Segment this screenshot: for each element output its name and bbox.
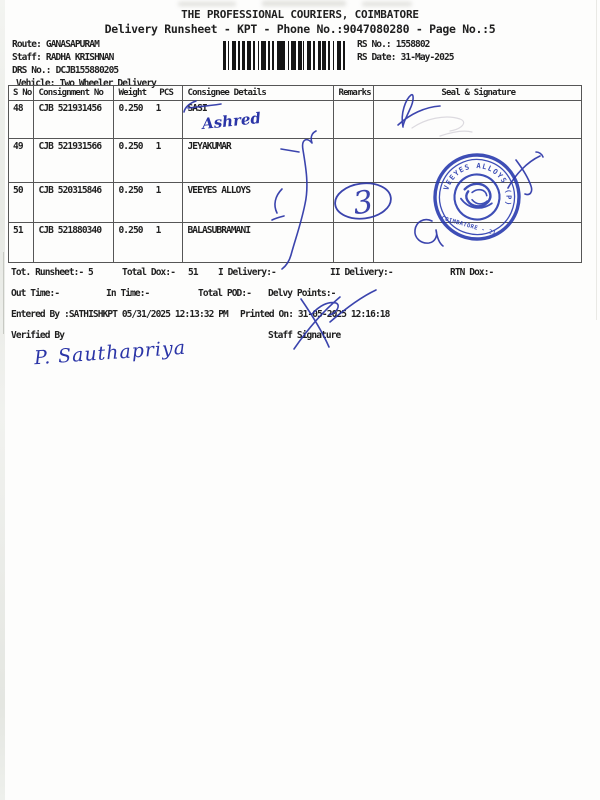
total-pod-label: Total POD:- [198,288,252,299]
cell-s-no: 51 [9,223,34,263]
cell-consignment: CJB 521931456 [34,101,114,139]
ii-delivery-label: II Delivery:- [330,267,393,278]
cell-weight: 0.250 [118,225,143,236]
table-row [9,101,582,139]
document-subtitle: Delivery Runsheet - KPT - Phone No.:9047080280 - Page No.:5 [104,22,496,36]
handwritten-note-row48: Ashred [201,108,262,134]
col-header-consignment: Consignment No [34,86,114,101]
staff-signature-label: Staff Signature [268,330,341,341]
handwritten-delivered-count: 3 [350,183,376,223]
printed-on-line: Printed On: 31-05-2025 12:16:18 [240,309,390,320]
drs-value: DCJB155880205 [55,65,119,76]
total-dox-label: Total Dox:- [122,267,176,278]
i-delivery-label: I Delivery:- [218,267,276,278]
cell-consignee: SASI [183,101,334,139]
cell-consignee: BALASUBRAMANI [183,223,334,263]
rs-no-line [357,39,430,50]
col-header-pcs: PCS [159,88,174,98]
cell-weight: 0.250 [118,103,143,114]
rs-date-value: 31-May-2025 [400,52,454,63]
table-header-row [9,86,582,101]
col-header-s-no: S No [9,86,34,101]
col-header-weight-pcs [114,86,183,101]
cell-s-no: 48 [9,101,34,139]
out-time-label: Out Time:- [11,288,60,299]
stamp-bottom-text: COIMBATORE - 21 [440,215,497,237]
staff-line [12,52,113,63]
cell-consignment: CJB 521880340 [34,223,114,263]
tot-runsheet-value: 5 [88,267,93,278]
scan-edge-shadow-left [0,0,5,800]
scan-edge-line-right [596,0,597,320]
cell-consignment: CJB 520315846 [34,183,114,223]
route-line [12,39,99,50]
cell-weight-pcs [114,223,183,263]
total-dox-value: 51 [188,267,198,278]
cell-pcs: 1 [155,103,161,114]
entered-by-line: Entered By :SATHISHKPT 05/31/2025 12:13:32 PM [11,309,228,320]
stamp-arc-text: VEEYES ALLOYS (P) LTD [441,160,514,214]
cell-pcs: 1 [155,185,161,196]
cell-s-no: 50 [9,183,34,223]
rs-no-value: 1558802 [395,39,430,50]
rtn-dox-label: RTN Dox:- [450,267,494,278]
cell-pcs: 1 [155,225,161,236]
company-title: THE PROFESSIONAL COURIERS, COIMBATORE [181,8,419,21]
delvy-points-label: Delvy Points:- [268,288,336,299]
cell-remarks [334,139,373,183]
tot-runsheet-label: Tot. Runsheet:- [11,267,84,278]
cell-seal [373,101,581,139]
col-header-remarks: Remarks [334,86,373,101]
cell-pcs: 1 [155,141,161,152]
rs-date-line [357,52,454,63]
cell-consignee: VEEYES ALLOYS [183,183,334,223]
cell-consignment: CJB 521931566 [34,139,114,183]
runsheet-barcode-icon [223,41,348,70]
staff-value: RADHA KRISHNAN [45,52,114,63]
stamp-outer-ring [425,145,529,249]
in-time-label: In Time:- [106,288,150,299]
cell-weight-pcs [114,139,183,183]
route-value: GANASAPURAM [45,39,99,50]
drs-label: DRS No.: [12,65,51,76]
cell-remarks [334,101,373,139]
scan-bleedthrough-smudge [262,1,346,6]
cell-weight-pcs [114,183,183,223]
verified-by-signature: P. Sauthapriya [33,336,187,370]
rs-no-label: RS No.: [357,39,391,50]
cell-weight: 0.250 [118,141,143,152]
cell-weight: 0.250 [118,185,143,196]
scan-edge-line [3,252,4,334]
drs-line [12,65,118,76]
col-header-consignee: Consignee Details [183,86,334,101]
verified-by-label: Verified By [11,330,65,341]
staff-label: Staff: [12,52,41,63]
cell-weight-pcs [114,101,183,139]
cell-remarks [334,183,373,223]
vehicle-value: Two Wheeler Delivery [59,78,156,89]
cell-consignee: JEYAKUMAR [183,139,334,183]
col-header-seal: Seal & Signature [373,86,581,101]
rs-date-label: RS Date: [357,52,396,63]
cell-s-no: 49 [9,139,34,183]
cell-remarks [334,223,373,263]
col-header-weight: Weight [118,88,147,98]
scan-bleedthrough-smudge [362,2,412,6]
vehicle-label: Vehicle: [16,78,55,89]
route-label: Route: [12,39,41,50]
scan-bleedthrough-smudge [178,2,236,6]
